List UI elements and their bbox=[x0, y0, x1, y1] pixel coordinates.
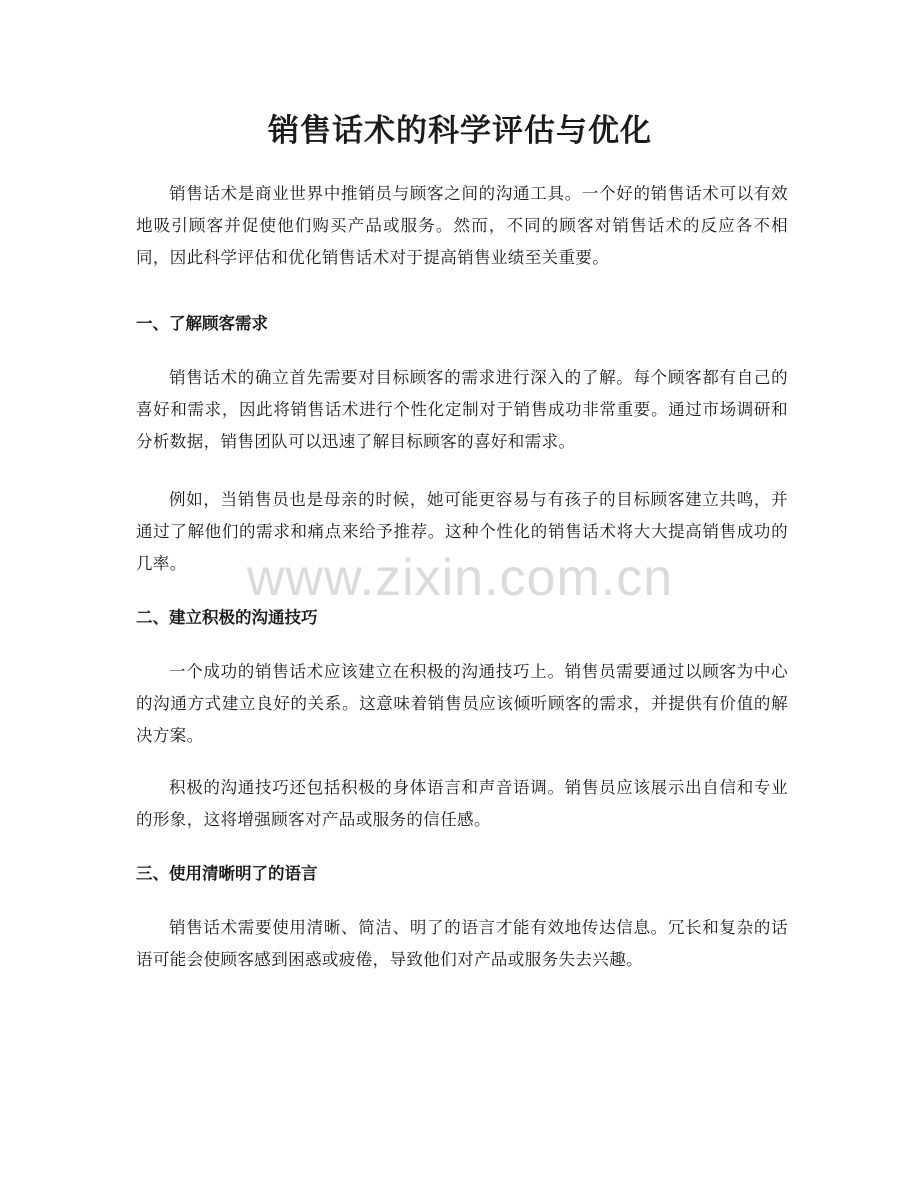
section-3-paragraph-1: 销售话术需要使用清晰、简洁、明了的语言才能有效地传达信息。冗长和复杂的话语可能会使顾客感到困惑或疲倦，导致他们对产品或服务失去兴趣。 bbox=[136, 918, 788, 969]
section-1-heading: 一、了解顾客需求 bbox=[136, 314, 268, 333]
section-2-heading: 二、建立积极的沟通技巧 bbox=[136, 608, 318, 627]
section-2-paragraph-2: 积极的沟通技巧还包括积极的身体语言和声音语调。销售员应该展示出自信和专业的形象，这将增强顾客对产品或服务的信任感。 bbox=[136, 778, 788, 829]
intro-paragraph: 销售话术是商业世界中推销员与顾客之间的沟通工具。一个好的销售话术可以有效地吸引顾客并促使他们购买产品或服务。然而，不同的顾客对销售话术的反应各不相同，因此科学评估和优化销售话术对于提高销售业绩至关重要。 bbox=[136, 184, 788, 267]
document-title: 销售话术的科学评估与优化 bbox=[268, 113, 652, 149]
section-1-paragraph-2: 例如，当销售员也是母亲的时候，她可能更容易与有孩子的目标顾客建立共鸣，并通过了解他们的需求和痛点来给予推荐。这种个性化的销售话术将大大提高销售成功的几率。 bbox=[136, 490, 788, 573]
section-2-paragraph-1: 一个成功的销售话术应该建立在积极的沟通技巧上。销售员需要通过以顾客为中心的沟通方式建立良好的关系。这意味着销售员应该倾听顾客的需求，并提供有价值的解决方案。 bbox=[136, 662, 788, 745]
watermark-text: www.zixin.com.cn bbox=[246, 549, 674, 607]
section-1-paragraph-1: 销售话术的确立首先需要对目标顾客的需求进行深入的了解。每个顾客都有自己的喜好和需求，因此将销售话术进行个性化定制对于销售成功非常重要。通过市场调研和分析数据，销售团队可以迅速了解目标顾客的喜好和需求。 bbox=[136, 368, 788, 451]
section-3-heading: 三、使用清晰明了的语言 bbox=[136, 864, 318, 883]
